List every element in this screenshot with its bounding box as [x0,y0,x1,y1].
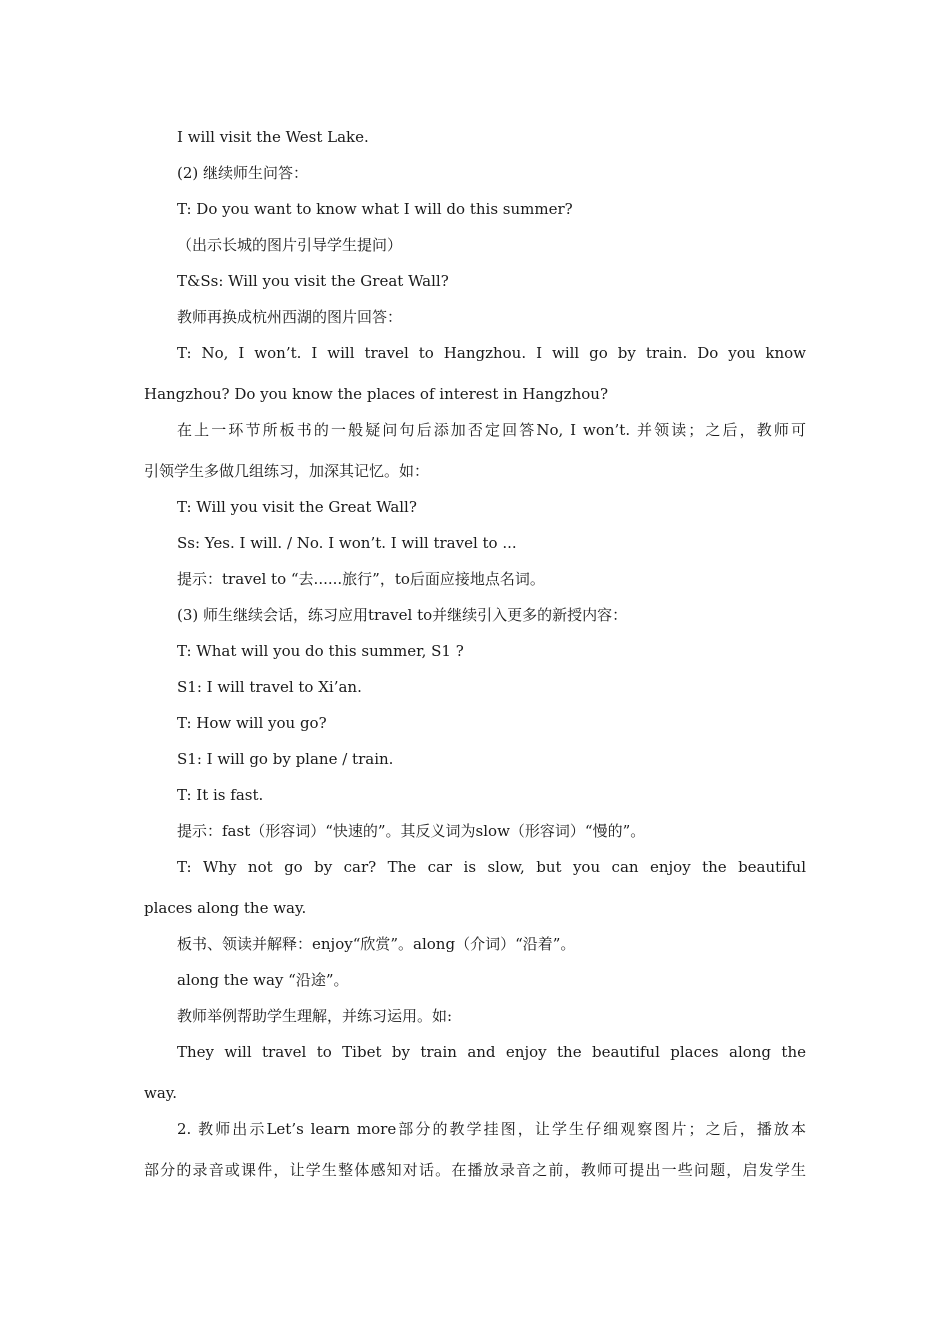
text-line: Ss: Yes. I will. / No. I won’t. I will travel to ... [177,534,517,552]
text-line: T: Why not go by car? The car is slow, but you can enjoy the beautiful [177,858,806,876]
text-line: T: It is fast. [177,786,264,804]
text-line: T: How will you go? [177,714,327,732]
text-line: (3) 师生继续会话，练习应用travel to并继续引入更多的新授内容： [177,606,628,624]
text-line: 教师再换成杭州西湖的图片回答： [177,308,403,326]
text-line: 引领学生多做几组练习，加深其记忆。如： [144,462,430,480]
text-line: T: Will you visit the Great Wall? [177,498,417,516]
text-line: （出示长城的图片引导学生提问） [177,236,403,254]
text-line: I will visit the West Lake. [177,128,369,146]
text-line: T: What will you do this summer, S1 ? [177,642,464,660]
text-line: S1: I will travel to Xi’an. [177,678,362,696]
text-line: Hangzhou? Do you know the places of interest in Hangzhou? [144,385,608,403]
text-line: S1: I will go by plane / train. [177,750,394,768]
text-line: They will travel to Tibet by train and enjoy the beautiful places along the [177,1043,806,1061]
text-line: 提示：fast（形容词）“快速的”。其反义词为slow（形容词）“慢的”。 [177,822,646,840]
text-line: along the way “沿途”。 [177,971,349,989]
text-line: 板书、领读并解释：enjoy“欣赏”。along（介词）“沿着”。 [177,935,576,953]
text-line: 提示：travel to “去......旅行”，to后面应接地点名词。 [177,570,545,588]
text-line: 2. 教师出示Let’s learn more部分的教学挂图，让学生仔细观察图片；之后，播放本 [177,1120,806,1138]
text-line: T&Ss: Will you visit the Great Wall? [177,272,449,290]
text-line: (2) 继续师生问答： [177,164,309,182]
text-line: 在上一环节所板书的一般疑问句后添加否定回答No, I won’t. 并领读；之后，教师可 [177,421,806,439]
text-line: T: Do you want to know what I will do this summer? [177,200,573,218]
text-line: T: No, I won’t. I will travel to Hangzhou. I will go by train. Do you know [177,344,806,362]
text-line: 教师举例帮助学生理解，并练习运用。如: [177,1007,453,1025]
text-line: way. [144,1084,178,1102]
text-line: places along the way. [144,899,307,917]
text-line: 部分的录音或课件，让学生整体感知对话。在播放录音之前，教师可提出一些问题，启发学生 [144,1161,806,1179]
